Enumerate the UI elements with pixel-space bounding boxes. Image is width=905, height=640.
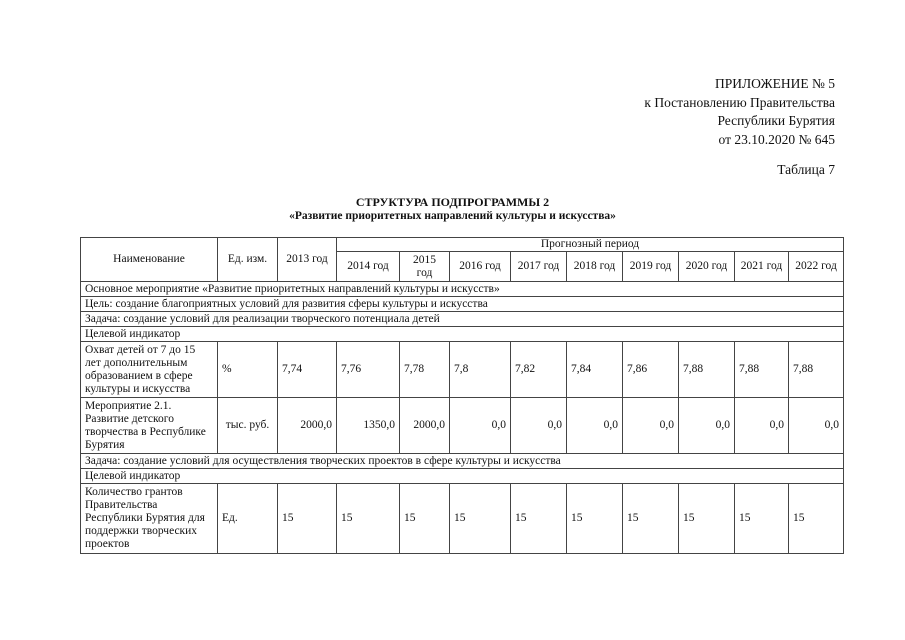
table-row	[81, 327, 844, 342]
document-title	[0, 195, 905, 223]
appendix-date-number: от 23.10.2020 № 645	[718, 131, 835, 147]
value-cell: 7,84	[567, 342, 623, 398]
value-cell: 7,86	[623, 342, 679, 398]
table-row	[81, 484, 844, 554]
value-cell: 15	[735, 484, 789, 554]
value-cell: 0,0	[623, 398, 679, 454]
header-year: 2015 год	[400, 252, 450, 282]
table-row	[81, 282, 844, 297]
table-row	[81, 469, 844, 484]
value-cell: 15	[337, 484, 400, 554]
header-forecast: Прогнозный период	[337, 238, 844, 252]
value-cell: 2000,0	[400, 398, 450, 454]
task-row: Задача: создание условий для реализации творческого потенциала детей	[81, 312, 844, 327]
header-year: 2022 год	[789, 252, 844, 282]
appendix-line-3: Республики Бурятия	[717, 113, 835, 128]
value-cell: 15	[679, 484, 735, 554]
table-row	[81, 398, 844, 454]
value-cell: 15	[789, 484, 844, 554]
header-year: 2016 год	[450, 252, 511, 282]
table-label: Таблица 7	[777, 162, 835, 177]
value-cell: 15	[450, 484, 511, 554]
row-unit: Ед.	[218, 484, 278, 554]
value-cell: 0,0	[735, 398, 789, 454]
title-main: СТРУКТУРА ПОДПРОГРАММЫ 2	[355, 195, 550, 209]
value-cell: 7,88	[789, 342, 844, 398]
header-unit: Ед. изм.	[218, 238, 278, 282]
header-year: 2018 год	[567, 252, 623, 282]
header-year: 2020 год	[679, 252, 735, 282]
value-cell: 7,88	[735, 342, 789, 398]
table-header-row-1	[81, 238, 844, 252]
value-cell: 7,88	[679, 342, 735, 398]
header-2013: 2013 год	[278, 238, 337, 282]
value-cell: 0,0	[789, 398, 844, 454]
value-cell: 7,82	[511, 342, 567, 398]
appendix-header	[644, 75, 835, 149]
value-cell: 7,74	[278, 342, 337, 398]
appendix-title: ПРИЛОЖЕНИЕ № 5	[714, 76, 835, 91]
value-cell: 0,0	[567, 398, 623, 454]
value-cell: 0,0	[450, 398, 511, 454]
row-unit: %	[218, 342, 278, 398]
value-cell: 7,78	[400, 342, 450, 398]
goal-row: Цель: создание благоприятных условий для развития сферы культуры и искусства	[81, 297, 844, 312]
value-cell: 15	[623, 484, 679, 554]
value-cell: 0,0	[511, 398, 567, 454]
header-year: 2021 год	[735, 252, 789, 282]
main-event-row: Основное мероприятие «Развитие приоритетных направлений культуры и искусств»	[81, 282, 844, 297]
value-cell: 15	[567, 484, 623, 554]
table-row	[81, 342, 844, 398]
task-row: Задача: создание условий для осуществления творческих проектов в сфере культуры и искусства	[81, 454, 844, 469]
indicator-row: Целевой индикатор	[81, 469, 844, 484]
value-cell: 1350,0	[337, 398, 400, 454]
value-cell: 7,8	[450, 342, 511, 398]
row-name: Охват детей от 7 до 15 лет дополнительным образованием в сфере культуры и искусства	[81, 342, 218, 398]
value-cell: 7,76	[337, 342, 400, 398]
value-cell: 2000,0	[278, 398, 337, 454]
table-row	[81, 297, 844, 312]
row-name: Мероприятие 2.1. Развитие детского творчества в Республике Бурятия	[81, 398, 218, 454]
row-name: Количество грантов Правительства Республики Бурятия для поддержки творческих проектов	[81, 484, 218, 554]
header-year: 2017 год	[511, 252, 567, 282]
subprogram-table	[80, 237, 844, 554]
value-cell: 15	[400, 484, 450, 554]
value-cell: 15	[511, 484, 567, 554]
row-unit: тыс. руб.	[218, 398, 278, 454]
header-year: 2014 год	[337, 252, 400, 282]
table-row	[81, 454, 844, 469]
value-cell: 15	[278, 484, 337, 554]
header-year: 2019 год	[623, 252, 679, 282]
table-row	[81, 312, 844, 327]
value-cell: 0,0	[679, 398, 735, 454]
appendix-line-2: к Постановлению Правительства	[644, 94, 835, 110]
header-name: Наименование	[81, 238, 218, 282]
title-subtitle: «Развитие приоритетных направлений культуры и искусства»	[289, 210, 616, 222]
indicator-row: Целевой индикатор	[81, 327, 844, 342]
